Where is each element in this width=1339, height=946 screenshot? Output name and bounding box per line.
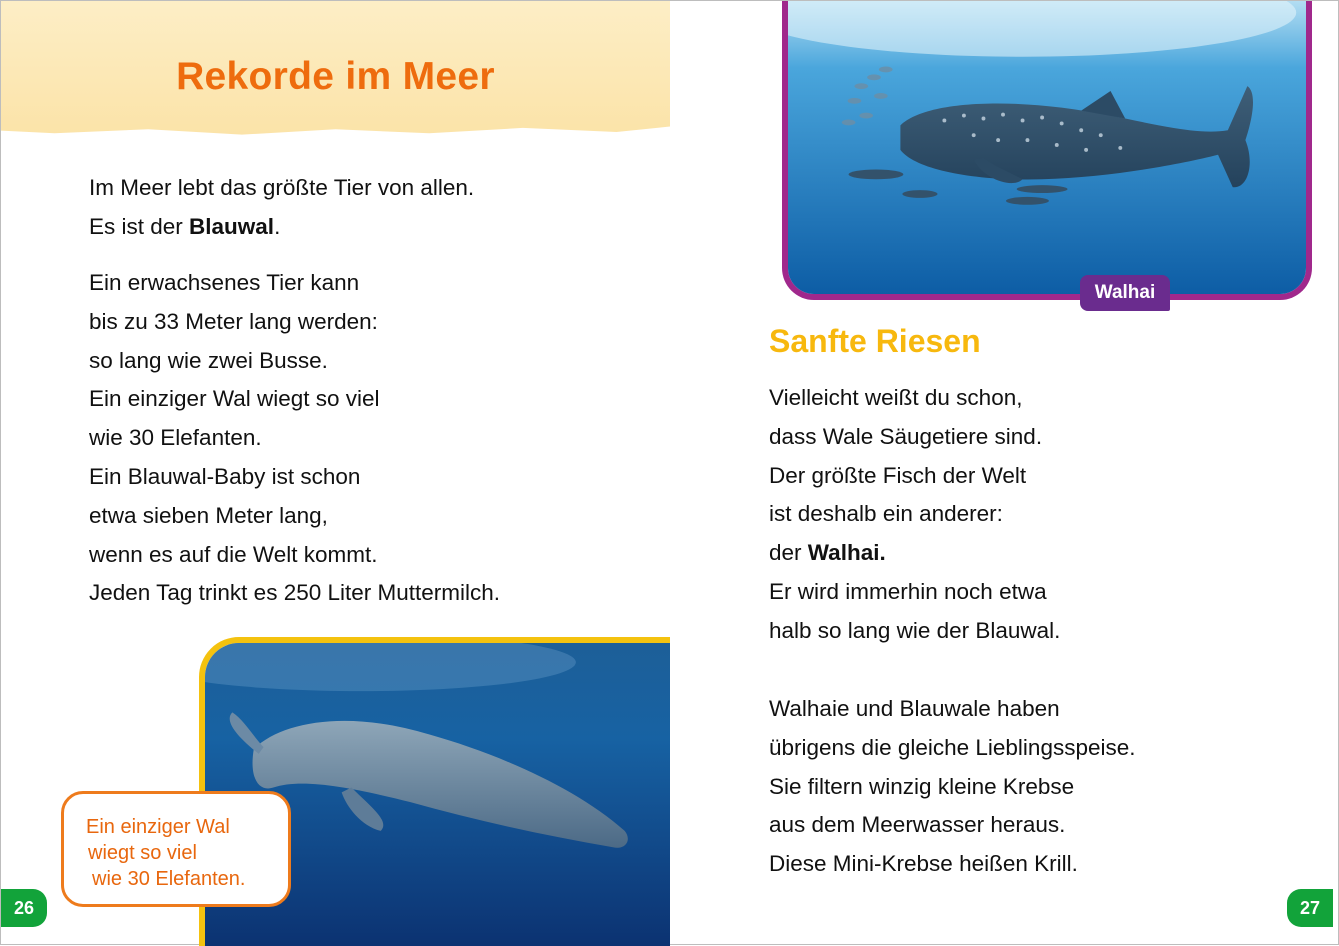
facts-line: wie 30 Elefanten.: [89, 425, 262, 451]
intro-paragraph: [89, 169, 474, 247]
page-title: Rekorde im Meer: [176, 55, 495, 98]
paragraph-line: aus dem Meerwasser heraus.: [769, 812, 1066, 838]
facts-line: Ein erwachsenes Tier kann: [89, 270, 360, 295]
paragraph-line: Diese Mini-Krebse heißen Krill.: [769, 851, 1078, 877]
paragraph-line: dass Wale Säugetiere sind.: [769, 423, 1043, 449]
blauwal-term: Blauwal: [189, 213, 275, 239]
paragraph-line: Er wird immerhin noch etwa: [769, 578, 1047, 604]
facts-line: Ein einziger Wal wiegt so viel: [89, 386, 380, 412]
paragraph-line: ist deshalb ein anderer:: [769, 501, 1003, 527]
facts-line: Ein Blauwal-Baby ist schon: [89, 463, 361, 489]
paragraph-line: [769, 534, 1060, 573]
page-number-right: 27: [1287, 889, 1333, 927]
intro-line-2-prefix: Es ist der: [89, 213, 190, 239]
walhai-term: Walhai.: [807, 540, 886, 566]
facts-line: bis zu 33 Meter lang werden:: [89, 308, 378, 334]
intro-line-2: [89, 208, 474, 247]
callout-line: wie 30 Elefanten.: [92, 868, 246, 890]
section-subtitle: Sanfte Riesen: [769, 323, 981, 359]
paragraph-line: Sie filtern winzig kleine Krebse: [769, 773, 1075, 799]
left-page: [1, 1, 670, 946]
whale-shark-paragraph: [769, 379, 1060, 651]
paragraph-line: halb so lang wie der Blauwal.: [769, 617, 1061, 643]
paragraph-line: Vielleicht weißt du schon,: [769, 385, 1023, 410]
facts-line: so lang wie zwei Busse.: [89, 347, 328, 373]
intro-line-1: Im Meer lebt das größte Tier von allen.: [89, 175, 475, 200]
callout-line: wiegt so viel: [88, 842, 197, 864]
whale-shark-photo: [782, 1, 1312, 300]
callout-line: Ein einziger Wal: [86, 816, 230, 838]
fact-callout: [61, 791, 291, 907]
whale-shark-label: Walhai: [1080, 275, 1170, 311]
facts-line: etwa sieben Meter lang,: [89, 502, 328, 528]
facts-line: wenn es auf die Welt kommt.: [89, 541, 378, 567]
intro-line-2-suffix: .: [274, 213, 281, 239]
paragraph-line: übrigens die gleiche Lieblingsspeise.: [769, 734, 1136, 760]
krill-paragraph: [769, 690, 1136, 884]
line-prefix: der: [769, 540, 808, 566]
paragraph-line: Der größte Fisch der Welt: [769, 462, 1027, 488]
whale-shark-illustration: [788, 1, 1306, 294]
right-page: [670, 1, 1339, 946]
facts-line: Jeden Tag trinkt es 250 Liter Muttermilch.: [89, 580, 501, 606]
facts-paragraph: [89, 264, 500, 613]
paragraph-line: Walhaie und Blauwale haben: [769, 696, 1060, 721]
page-number-left: 26: [1, 889, 47, 927]
